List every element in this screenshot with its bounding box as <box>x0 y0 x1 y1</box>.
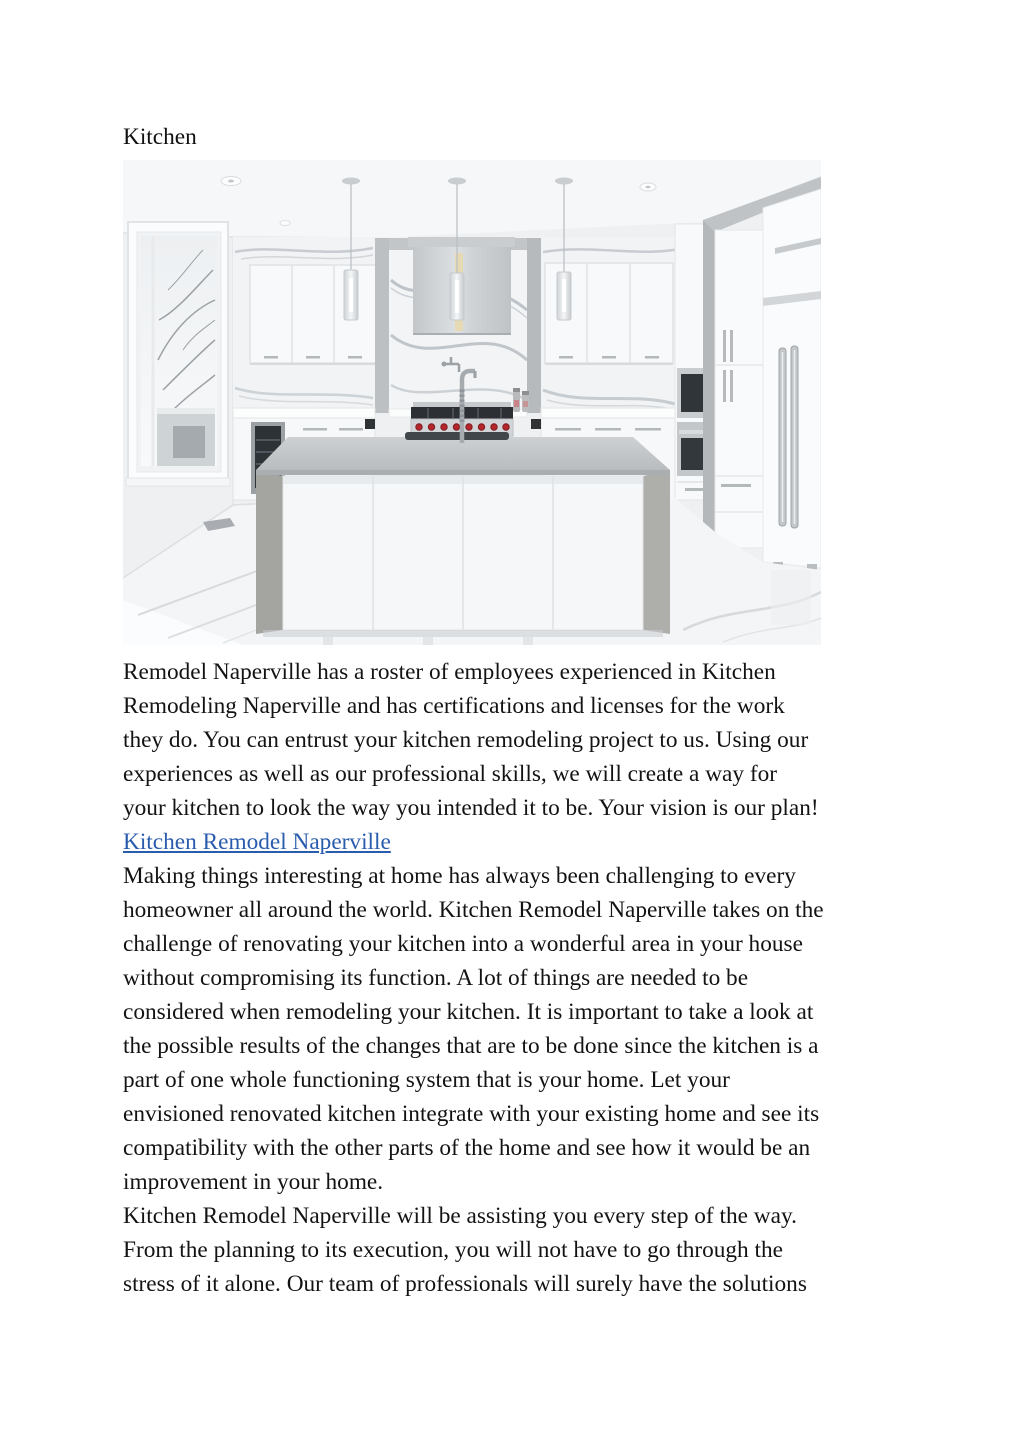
text-line: considered when remodeling your kitchen. It is important to take a look at <box>123 999 814 1025</box>
text-line: challenge of renovating your kitchen into a wonderful area in your house <box>123 931 803 957</box>
text-line: stress of it alone. Our team of professionals will surely have the solutions <box>123 1271 807 1297</box>
text-line: they do. You can entrust your kitchen remodeling project to us. Using our <box>123 727 809 753</box>
paragraph-3 <box>123 1199 1024 1301</box>
text-line: experiences as well as our professional skills, we will create a way for <box>123 761 778 787</box>
kitchen-island <box>256 432 670 645</box>
text-line: improvement in your home. <box>123 1169 384 1195</box>
text-line: Making things interesting at home has always been challenging to every <box>123 863 796 889</box>
paragraph-1 <box>123 655 1024 825</box>
countertop-right <box>541 408 675 418</box>
link-line <box>123 825 1024 859</box>
text-line: part of one whole functioning system that is your home. Let your <box>123 1067 730 1093</box>
text-line: Remodel Naperville has a roster of employees experienced in Kitchen <box>123 659 776 685</box>
window <box>126 222 230 486</box>
text-line: without compromising its function. A lot of things are needed to be <box>123 965 749 991</box>
text-line: your kitchen to look the way you intended it to be. Your vision is our plan! <box>123 795 819 821</box>
text-line: the possible results of the changes that are to be done since the kitchen is a <box>123 1033 819 1059</box>
text-line: From the planning to its execution, you will not have to go through the <box>123 1237 783 1263</box>
text-line: Remodeling Naperville and has certifications and licenses for the work <box>123 693 785 719</box>
refrigerator <box>763 189 821 570</box>
text-line: envisioned renovated kitchen integrate with your existing home and see its <box>123 1101 820 1127</box>
document-body <box>123 655 1024 1301</box>
text-line: homeowner all around the world. Kitchen Remodel Naperville takes on the <box>123 897 824 923</box>
countertop-left <box>233 408 375 418</box>
kitchen-remodel-naperville-link[interactable]: Kitchen Remodel Naperville <box>123 829 391 855</box>
text-line: Kitchen Remodel Naperville will be assisting you every step of the way. <box>123 1203 797 1229</box>
pantry-cabinet <box>715 230 763 548</box>
island-sink <box>405 432 509 440</box>
tall-cabinet-trim <box>703 220 715 532</box>
text-line: compatibility with the other parts of the home and see how it would be an <box>123 1135 811 1161</box>
page-title: Kitchen <box>123 124 197 150</box>
paragraph-2 <box>123 859 1024 1199</box>
kitchen-photo <box>123 160 821 645</box>
